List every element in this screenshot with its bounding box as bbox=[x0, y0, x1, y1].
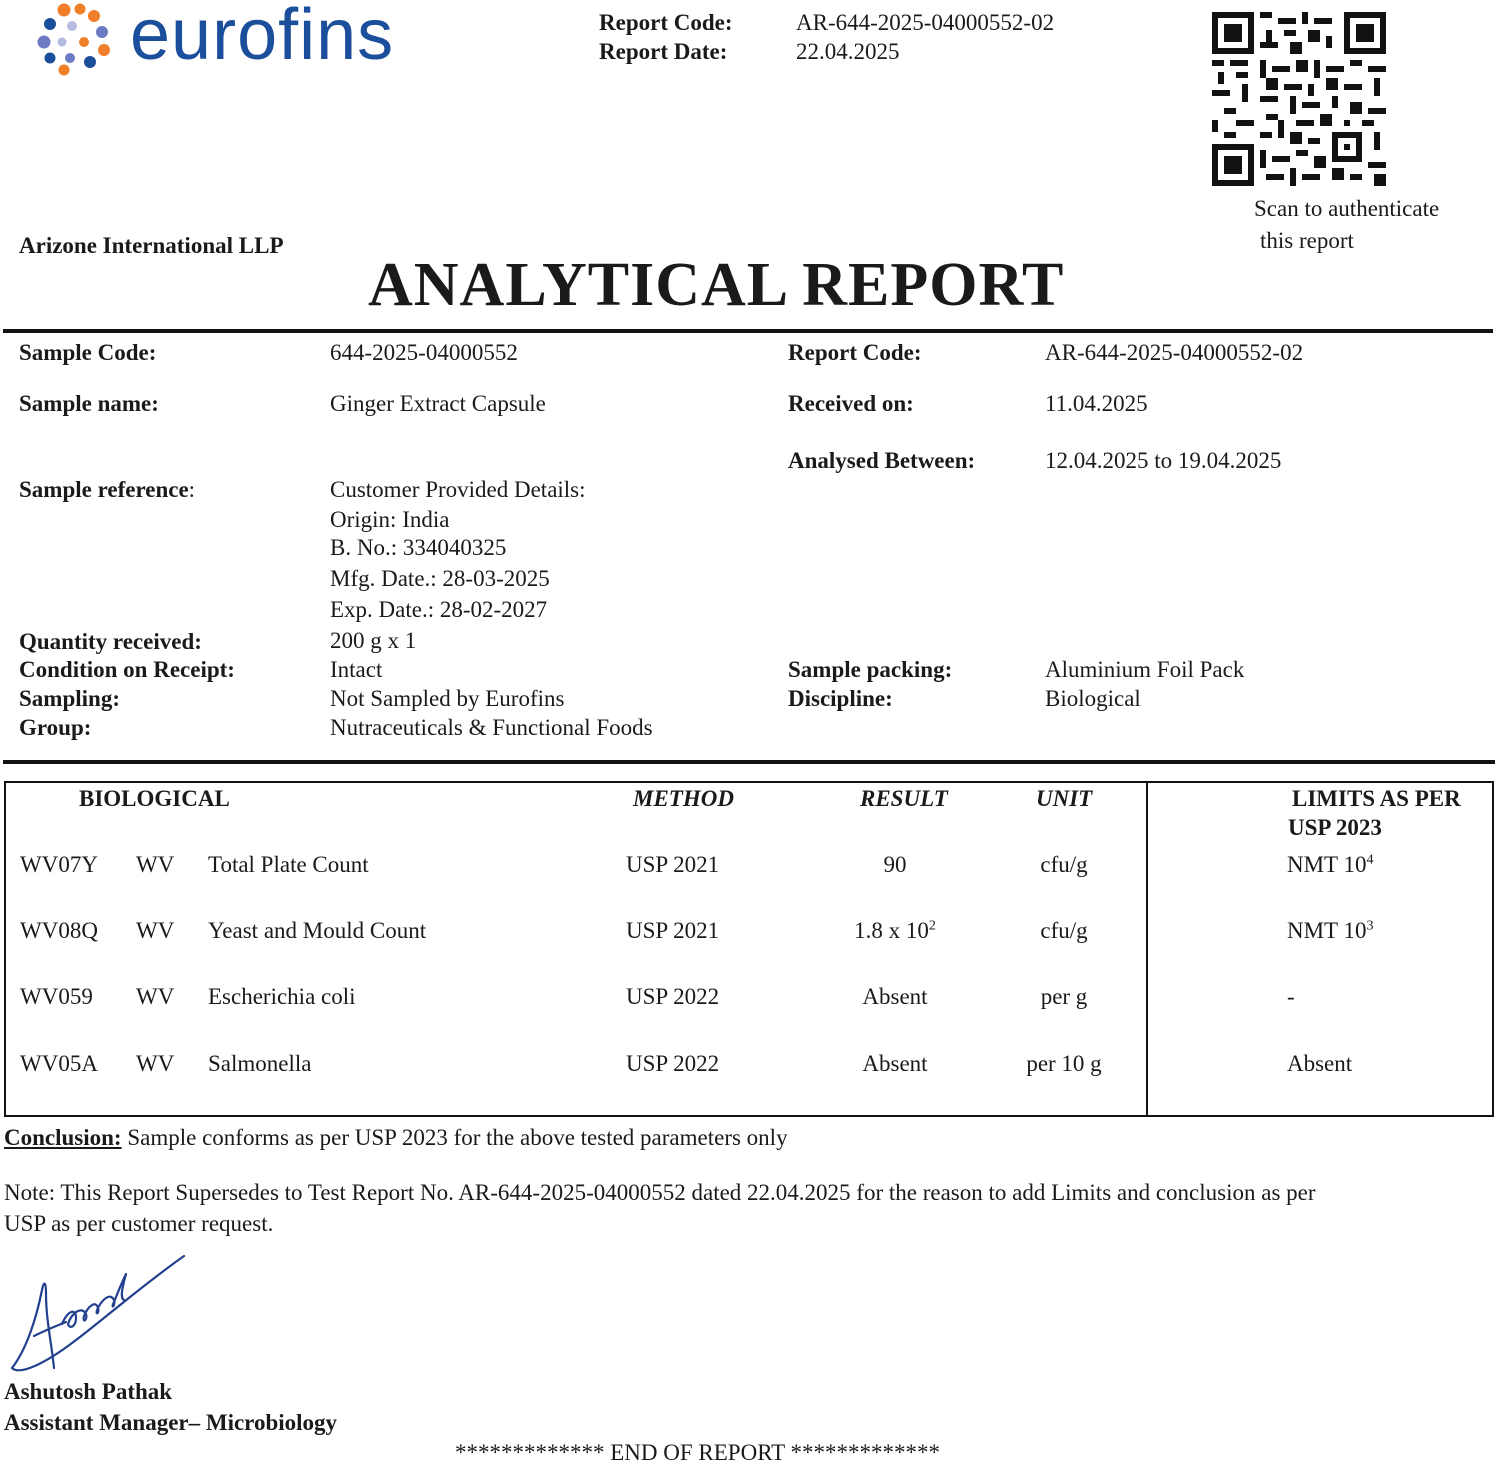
report-code-value: AR-644-2025-04000552-02 bbox=[1045, 340, 1304, 365]
row-limit-text: NMT 10 bbox=[1287, 852, 1367, 877]
sampling-value: Not Sampled by Eurofins bbox=[330, 686, 565, 711]
row-result bbox=[862, 984, 927, 1010]
row-result-exponent: 2 bbox=[928, 918, 936, 934]
sample-reference-line: Customer Provided Details: bbox=[330, 477, 586, 502]
sample-reference-line: Exp. Date.: 28-02-2027 bbox=[330, 597, 548, 622]
eurofins-logo bbox=[36, 0, 416, 80]
header-report-code-label: Report Code: bbox=[599, 10, 733, 35]
sample-code-value: 644-2025-04000552 bbox=[330, 340, 518, 365]
quantity-value: 200 g x 1 bbox=[330, 628, 417, 653]
header-method: METHOD bbox=[633, 786, 734, 811]
qr-code-icon bbox=[1212, 12, 1386, 186]
quantity-label: Quantity received: bbox=[19, 629, 202, 654]
row-test: Total Plate Count bbox=[208, 852, 369, 877]
row-type: WV bbox=[136, 1051, 175, 1076]
signatory-name: Ashutosh Pathak bbox=[4, 1379, 173, 1404]
discipline-value: Biological bbox=[1045, 686, 1141, 711]
sample-reference-line: Mfg. Date.: 28-03-2025 bbox=[330, 566, 550, 591]
condition-value: Intact bbox=[330, 657, 383, 682]
row-method: USP 2021 bbox=[626, 852, 720, 877]
row-code: WV059 bbox=[20, 984, 93, 1009]
row-limit-exponent: 3 bbox=[1366, 918, 1374, 934]
sample-reference-line: B. No.: 334040325 bbox=[330, 535, 507, 560]
condition-label: Condition on Receipt: bbox=[19, 657, 235, 682]
sample-reference-label-text: Sample reference bbox=[19, 477, 189, 502]
row-unit: per g bbox=[1040, 984, 1088, 1009]
brand-name: eurofins bbox=[130, 0, 395, 75]
qr-caption-line1: Scan to authenticate bbox=[1254, 196, 1440, 221]
header-biological: BIOLOGICAL bbox=[79, 786, 230, 811]
end-of-report: ************* END OF REPORT ************* bbox=[455, 1440, 941, 1465]
header-result: RESULT bbox=[860, 786, 948, 811]
row-limit bbox=[1287, 918, 1373, 944]
group-label: Group: bbox=[19, 715, 92, 740]
packing-label: Sample packing: bbox=[788, 657, 953, 682]
conclusion-label: Conclusion: bbox=[4, 1125, 122, 1150]
group-value: Nutraceuticals & Functional Foods bbox=[330, 715, 653, 740]
note-line2: USP as per customer request. bbox=[4, 1211, 274, 1236]
sampling-label: Sampling: bbox=[19, 686, 120, 711]
header-limits-line2: USP 2023 bbox=[1288, 815, 1382, 840]
row-test: Escherichia coli bbox=[208, 984, 356, 1009]
received-label: Received on: bbox=[788, 391, 914, 416]
received-value: 11.04.2025 bbox=[1045, 391, 1148, 416]
sample-reference-label bbox=[19, 477, 195, 503]
row-limit-text: - bbox=[1287, 984, 1295, 1009]
row-result-text: Absent bbox=[862, 984, 928, 1009]
row-result-text: 90 bbox=[883, 852, 907, 877]
row-result-text: 1.8 x 10 bbox=[854, 918, 929, 943]
row-result bbox=[862, 1051, 927, 1077]
row-result-text: Absent bbox=[862, 1051, 928, 1076]
row-code: WV07Y bbox=[20, 852, 98, 877]
discipline-label: Discipline: bbox=[788, 686, 893, 711]
sample-name-value: Ginger Extract Capsule bbox=[330, 391, 546, 416]
row-type: WV bbox=[136, 852, 175, 877]
header-limits-line1: LIMITS AS PER bbox=[1292, 786, 1461, 811]
row-limit bbox=[1287, 984, 1295, 1010]
row-code: WV08Q bbox=[20, 918, 98, 943]
row-limit-text: NMT 10 bbox=[1287, 918, 1367, 943]
row-limit-exponent: 4 bbox=[1366, 852, 1374, 868]
row-result bbox=[854, 918, 936, 944]
signatory-title: Assistant Manager– Microbiology bbox=[4, 1410, 338, 1435]
row-limit-text: Absent bbox=[1287, 1051, 1353, 1076]
analysed-label: Analysed Between: bbox=[788, 448, 976, 473]
client-name: Arizone International LLP bbox=[19, 233, 284, 258]
row-method: USP 2022 bbox=[626, 984, 720, 1009]
report-title: ANALYTICAL REPORT bbox=[368, 251, 1065, 319]
row-unit: per 10 g bbox=[1026, 1051, 1102, 1076]
analysed-value: 12.04.2025 to 19.04.2025 bbox=[1045, 448, 1282, 473]
row-method: USP 2022 bbox=[626, 1051, 720, 1076]
row-test: Yeast and Mould Count bbox=[208, 918, 427, 943]
row-limit bbox=[1287, 1051, 1352, 1077]
row-type: WV bbox=[136, 984, 175, 1009]
report-code-label: Report Code: bbox=[788, 340, 922, 365]
row-unit: cfu/g bbox=[1040, 852, 1088, 877]
header-divider bbox=[3, 329, 1493, 333]
conclusion-text: Sample conforms as per USP 2023 for the above tested parameters only bbox=[121, 1125, 788, 1150]
header-report-date: 22.04.2025 bbox=[796, 39, 900, 64]
row-unit: cfu/g bbox=[1040, 918, 1088, 943]
table-column-divider bbox=[1146, 781, 1148, 1117]
header-report-date-label: Report Date: bbox=[599, 39, 728, 64]
row-limit bbox=[1287, 852, 1373, 878]
row-code: WV05A bbox=[20, 1051, 98, 1076]
sample-reference-colon: : bbox=[188, 477, 196, 502]
sample-name-label: Sample name: bbox=[19, 391, 159, 416]
qr-caption-line2: this report bbox=[1260, 228, 1354, 253]
row-type: WV bbox=[136, 918, 175, 943]
sample-reference-line: Origin: India bbox=[330, 507, 450, 532]
row-test: Salmonella bbox=[208, 1051, 312, 1076]
conclusion bbox=[4, 1125, 788, 1151]
details-divider bbox=[3, 760, 1495, 764]
signature-icon bbox=[6, 1250, 191, 1380]
sample-code-label: Sample Code: bbox=[19, 340, 157, 365]
row-method: USP 2021 bbox=[626, 918, 720, 943]
header-unit: UNIT bbox=[1036, 786, 1093, 811]
packing-value: Aluminium Foil Pack bbox=[1045, 657, 1245, 682]
header-report-code: AR-644-2025-04000552-02 bbox=[796, 10, 1055, 35]
row-result bbox=[884, 852, 907, 878]
note-line1: Note: This Report Supersedes to Test Report No. AR-644-2025-04000552 dated 22.04.2025 for the reason to add Limits and conclusion as per bbox=[4, 1180, 1316, 1205]
eurofins-dots-icon bbox=[36, 0, 116, 80]
